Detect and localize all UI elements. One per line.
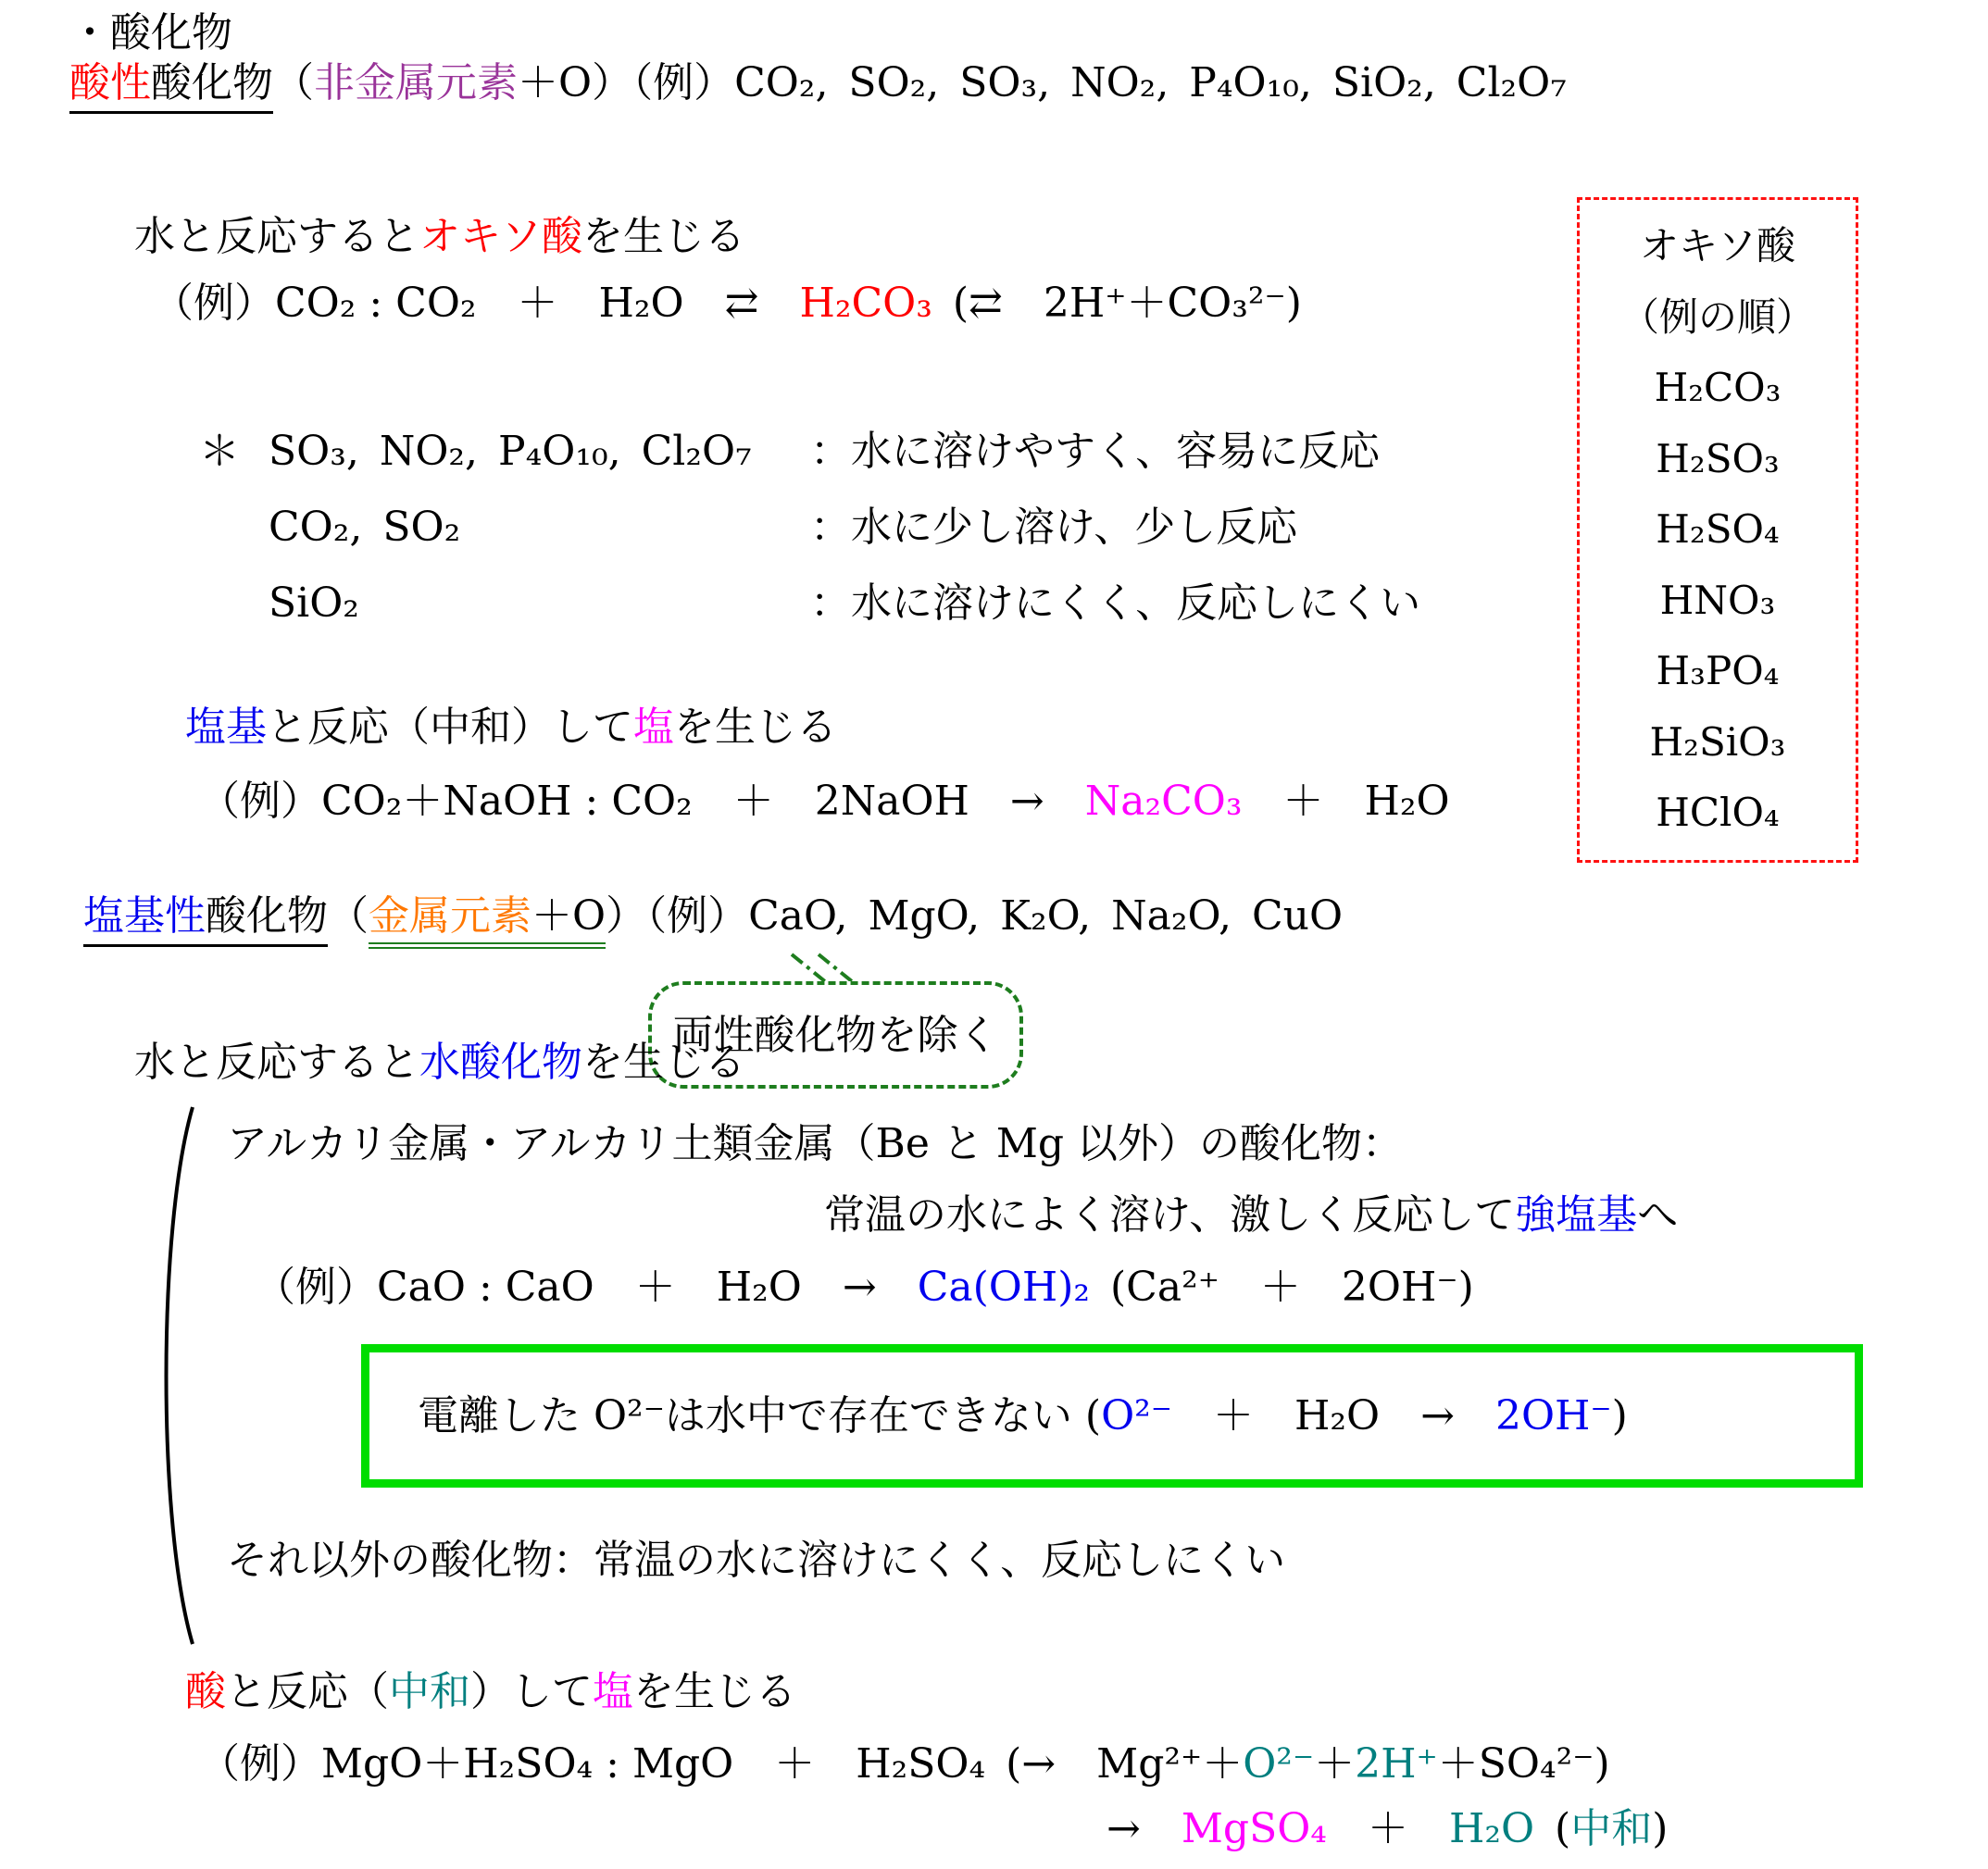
oxoacid-item: HClO₄	[1656, 790, 1780, 836]
oxide-ion-label: O²⁻	[1243, 1740, 1315, 1788]
equation-segment: （例）CO₂ : CO₂ ＋ H₂O ⇄	[153, 280, 800, 327]
equation-segment: ＋	[1314, 1740, 1356, 1788]
equation-segment: （例）CaO : CaO ＋ H₂O →	[255, 1264, 918, 1311]
plus-o-label: ＋O	[531, 892, 606, 949]
water-reaction-base-line	[134, 1037, 745, 1088]
oxoacid-box-subtitle: （例の順）	[1619, 293, 1815, 340]
mgo-equation-result-line	[1107, 1803, 1668, 1854]
solubility-note: ：水に溶けにくく、反応しにくい	[810, 579, 1421, 627]
metal-label: 金属元素	[369, 892, 531, 949]
solubility-row-1	[199, 426, 1380, 477]
formula-group: SO₃, NO₂, P₄O₁₀, Cl₂O₇	[269, 428, 752, 475]
oxide-label: 酸化物	[206, 892, 328, 947]
oxoacid-item: H₂SiO₃	[1649, 718, 1786, 765]
equation-segment: （例）CO₂＋NaOH : CO₂ ＋ 2NaOH →	[199, 778, 1085, 825]
equation-segment: ＋SO₄²⁻)	[1437, 1740, 1610, 1788]
caoh2-label: Ca(OH)₂	[917, 1264, 1090, 1311]
text-segment: 常温の水によく溶け、激しく反応して	[824, 1191, 1516, 1239]
equation-segment: →	[1107, 1805, 1182, 1852]
acid-label: 酸	[185, 1668, 226, 1715]
acidic-label: 酸性	[69, 59, 151, 114]
hydroxide-ion-label: 2OH⁻	[1494, 1392, 1612, 1439]
group-bracket	[146, 1103, 198, 1648]
text-segment: を生じる	[582, 1039, 745, 1086]
text-segment: アルカリ金属・アルカリ土類金属（Be と Mg 以外）の酸化物：	[227, 1120, 1404, 1167]
equation-segment: ＋	[1326, 1805, 1449, 1852]
solubility-note: ：水に溶けやすく、容易に反応	[810, 428, 1381, 475]
naoh-equation-line	[199, 776, 1450, 827]
oxide-ion-label: O²⁻	[1101, 1392, 1173, 1439]
solubility-row-3	[269, 578, 1420, 629]
equation-segment: (⇄ 2H⁺＋CO₃²⁻)	[931, 280, 1302, 327]
alkali-metal-line-2	[824, 1190, 1678, 1240]
formula-group: SiO₂	[269, 579, 359, 627]
equation-segment: (	[1534, 1805, 1571, 1852]
oxoacid-box-title: オキソ酸	[1639, 223, 1795, 269]
equation-segment: ＋ H₂O	[1242, 778, 1450, 825]
equation-segment: （例）MgO＋H₂SO₄ : MgO ＋ H₂SO₄ (→ Mg²⁺＋	[199, 1740, 1244, 1788]
paren-open: （	[328, 892, 369, 940]
base-reaction-line	[185, 702, 837, 753]
oxoacid-item: HNO₃	[1659, 577, 1776, 623]
text-segment: と反応（	[226, 1668, 389, 1715]
text-segment: を生じる	[674, 704, 837, 751]
acidic-oxide-header	[69, 57, 1567, 108]
nonmetal-label: 非金属元素	[314, 59, 518, 106]
basic-label: 塩基性	[83, 892, 206, 947]
salt-label: 塩	[633, 704, 674, 751]
text-segment: を生じる	[582, 213, 745, 260]
acidic-examples: ＋O）（例）CO₂, SO₂, SO₃, NO₂, P₄O₁₀, SiO₂, Cl₂O₇	[518, 59, 1567, 106]
basic-oxide-header	[83, 891, 1343, 941]
oxoacid-item: H₂SO₄	[1656, 506, 1780, 553]
salt-label: 塩	[593, 1668, 633, 1715]
text-segment: を生じる	[633, 1668, 796, 1715]
note-segment: )	[1611, 1392, 1628, 1439]
oxide-label: 酸化物	[151, 59, 273, 114]
na2co3-label: Na₂CO₃	[1084, 778, 1243, 825]
base-label: 塩基	[185, 704, 267, 751]
text-segment: へ	[1637, 1191, 1679, 1239]
oxoacid-list-box	[1577, 197, 1858, 863]
solubility-note: ：水に少し溶け、少し反応	[810, 504, 1298, 551]
neutralization-label: 中和	[1570, 1805, 1653, 1852]
text-segment: と反応（中和）して	[267, 704, 633, 751]
note-segment: ＋ H₂O →	[1172, 1392, 1495, 1439]
oxoacid-item: H₂SO₃	[1656, 435, 1780, 481]
oxoacid-item: H₃PO₄	[1656, 648, 1780, 694]
asterisk-mark: ＊	[199, 428, 240, 475]
acid-reaction-line	[185, 1666, 796, 1717]
text-segment: ）して	[470, 1668, 593, 1715]
equation-segment: )	[1652, 1805, 1669, 1852]
alkali-metal-line	[227, 1118, 1403, 1169]
formula-group: CO₂, SO₂	[269, 504, 461, 551]
other-oxides-line	[227, 1535, 1285, 1586]
equation-segment: (Ca²⁺ ＋ 2OH⁻)	[1090, 1264, 1474, 1311]
solubility-row-2	[269, 502, 1297, 553]
text-segment: 水と反応すると	[134, 213, 419, 260]
text-segment: それ以外の酸化物：常温の水に溶けにくく、反応しにくい	[227, 1537, 1286, 1584]
water-label: H₂O	[1448, 1805, 1535, 1852]
co2-equation-line	[153, 278, 1302, 329]
note-segment: 電離した O²⁻は水中で存在できない (	[418, 1392, 1102, 1439]
strong-base-label: 強塩基	[1515, 1191, 1638, 1239]
mgo-equation-line	[199, 1738, 1610, 1789]
oxide-ion-note-box	[361, 1344, 1863, 1488]
callout-text: 両性酸化物を除く	[672, 1011, 999, 1059]
oxoacid-item: H₂CO₃	[1654, 365, 1782, 411]
oxoacid-label: オキソ酸	[419, 213, 582, 260]
cao-equation-line	[255, 1262, 1474, 1313]
text-segment: 水と反応すると	[134, 1039, 419, 1086]
mgso4-label: MgSO₄	[1181, 1805, 1327, 1852]
h2co3-label: H₂CO₃	[799, 280, 932, 327]
title-text: ・酸化物	[69, 9, 232, 56]
basic-examples: ）（例）CaO, MgO, K₂O, Na₂O, CuO	[606, 892, 1344, 940]
page-title	[69, 7, 232, 58]
proton-label: 2H⁺	[1355, 1740, 1438, 1788]
water-reaction-acid-line	[134, 211, 745, 262]
paren-open: （	[273, 59, 314, 106]
hydroxide-label: 水酸化物	[419, 1039, 582, 1086]
neutralization-label: 中和	[389, 1668, 470, 1715]
